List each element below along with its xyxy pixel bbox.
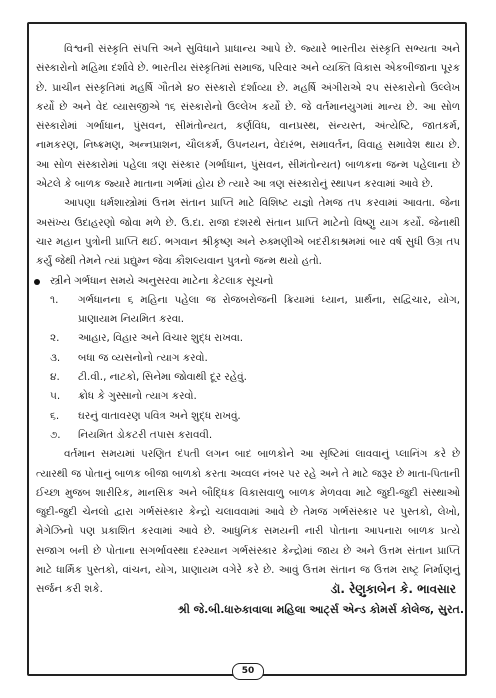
list-item [36, 291, 460, 330]
list-item-number: ૭. [50, 428, 61, 441]
list-item-number: ૫. [50, 390, 61, 403]
list-item [36, 387, 460, 406]
paragraph-scripture-examples: આપણા ધર્મશાસ્ત્રોમાં ઉત્તમ સંતાન પ્રાપ્તિ માટે વિશિષ્ટ યજ્ઞો તેમજ તપ કરવામાં આવતા. જેના અસંખ્ય ઉદાહરણો જોવા મળે છે. ઉ.દા. રાજા દશરથે સંતાન પ્રાપ્તિ માટેનો વિષ્ણુ યાગ કર્યો. જેનાથી ચાર મહાન પુત્રોની પ્રાપ્તિ થઈ. ભગવાન શ્રીકૃષ્ણ અને રુક્મણીએ બદરીકાશ્રમમાં બાર વર્ષ સુધી ઉગ્ર તપ કર્યું જેથી તેમને ત્યાં પ્રદ્યુમ્ન જેવા કૌશલ્યવાન પુત્રનો જન્મ થયો હતો. [36, 197, 460, 268]
list-item-number: ૩. [50, 351, 61, 364]
article-body [36, 40, 464, 616]
list-item [36, 426, 460, 445]
list-item-text: ઘરનું વાતાવરણ પવિત્ર અને શુદ્ધ રાખવું. [78, 409, 241, 422]
suggestions-heading-text: સ્ત્રીને ગર્ભધાન સમયે અનુસરવા માટેના કેટલાક સૂચનો [50, 274, 274, 287]
suggestions-list [36, 291, 460, 445]
list-item [36, 407, 460, 426]
list-item-text: આહાર, વિહાર અને વિચાર શુદ્ધ રાખવા. [78, 332, 244, 345]
list-item-text: ગર્ભધાનના ૬ મહિના પહેલા જ રોજબરોજની ક્રિયામાં ધ્યાન, પ્રાર્થના, સદ્વિચાર, યોગ, પ્રાણાયામ નિયમિત કરવા. [78, 293, 460, 326]
list-item-text: ક્રોધ કે ગુસ્સાનો ત્યાગ કરવો. [78, 390, 197, 403]
list-item-number: ૨. [50, 332, 60, 345]
suggestions-heading [36, 272, 460, 291]
author-name: ડૉ. રેણુકાબેન કે. ભાવસાર [330, 582, 456, 596]
author-organization: શ્રી જે.બી.ધારુકાવાલા મહિલા આર્ટ્સ એન્ડ કોમર્સ કોલેજ, સુરત. [177, 603, 464, 616]
list-item [36, 349, 460, 368]
bullet-icon [34, 279, 40, 285]
list-item-number: ૬. [50, 409, 60, 422]
paragraph-sanskar-intro: વિશ્વની સંસ્કૃતિ સંપત્તિ અને સુવિધાને પ્રાધાન્ય આપે છે. જ્યારે ભારતીય સંસ્કૃતિ સભ્યતા અને સંસ્કારોનો મહિમા દર્શાવે છે. ભારતીય સંસ્કૃતિમાં સમાજ, પરિવાર અને વ્યક્તિ વિકાસ એકબીજાના પૂરક છે. પ્રાચીન સંસ્કૃતિમાં મહર્ષિ ગૌતમે ૪૦ સંસ્કારો દર્શાવ્યા છે. મહર્ષિ અંગીરાએ ૨૫ સંસ્કારોનો ઉલ્લેખ કર્યો છે અને વેદ વ્યાસજીએ ૧૬ સંસ્કારોનો ઉલ્લેખ કર્યો છે. જે વર્તમાનયુગમાં માન્ય છે. આ સોળ સંસ્કારોમાં ગર્ભાધાન, પુંસવન, સીમંતોન્યત, કર્ણવિધ, વાનપ્રસ્થ, સંન્યસ્ત, અંત્યેષ્ટિ, જાતકર્મ, નામકરણ, નિષ્ક્રમણ, અન્નપ્રાશન, ચૌલકર્મ, ઉપનયન, વેદારંભ, સમાવર્તન, વિવાહ સમાવેશ થાય છે. આ સોળ સંસ્કારોમાં પહેલા ત્રણ સંસ્કાર (ગર્ભાધાન, પુંસવન, સીમંતોન્યત) બાળકના જન્મ પહેલાના છે એટલે કે બાળક જ્યારે માતાના ગર્ભમાં હોય છે ત્યારે આ ત્રણ સંસ્કારોનું સ્થાપન કરવામાં આવે છે. [36, 43, 460, 191]
page-number: 50 [232, 663, 264, 680]
list-item [36, 368, 460, 387]
list-item-number: ૪. [50, 371, 60, 384]
paragraph-modern-garbhsanskar: વર્તમાન સમયમાં પરણિત દંપતી લગન બાદ બાળકોને આ સૃષ્ટિમાં લાવવાનું પ્લાનિંગ કરે છે ત્યારથી જ પોતાનું બાળક બીજા બાળકો કરતા અવ્વલ નંબર પર રહે અને તે માટે જરૂર છે માતા-પિતાની ઈચ્છા મુજબ શારીરિક, માનસિક અને બૌદ્ધિક વિકાસવાળુ બાળક મેળવવા માટે જુદી-જુદી સંસ્થાઓ જુદી-જુદી ચેનલો દ્વારા ગર્ભસંસ્કાર કેન્દ્રો ચલાવવામાં આવે છે તેમજ ગર્ભસંસ્કાર પર પુસ્તકો, લેખો, મેગેઝિનો પણ પ્રકાશિત કરવામાં આવે છે. આધુનિક સમયની નારી પોતાના આપનારા બાળક પ્રત્યે સજાગ બની છે પોતાના સગર્ભાવસ્થા દરમ્યાન ગર્ભસંસ્કાર કેન્દ્રોમાં જાય છે અને ઉત્તમ સંતાન પ્રાપ્તિ માટે ધાર્મિક પુસ્તકો, વાંચન, યોગ, પ્રાણાયમ વગેરે કરે છે. આવું ઉત્તમ સંતાન જ ઉત્તમ રાષ્ટ્ર નિર્માણનું સર્જન કરી શકે. [36, 448, 460, 596]
list-item-text: બધા જ વ્યસનોનો ત્યાગ કરવો. [78, 351, 208, 364]
list-item-number: ૧. [50, 293, 59, 306]
list-item-text: ટી.વી., નાટકો, સિનેમા જોવાથી દૂર રહેવું. [78, 371, 247, 384]
list-item [36, 329, 460, 348]
list-item-text: નિયમિત ડોકટરી તપાસ કરાવવી. [78, 428, 213, 441]
